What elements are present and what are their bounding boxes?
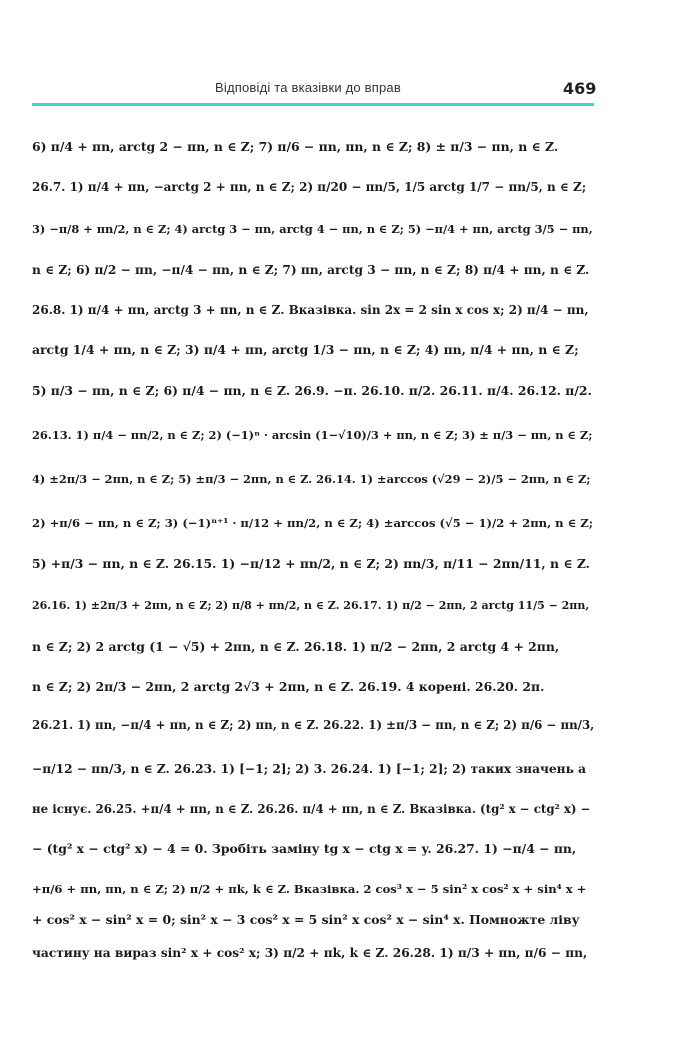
- text-line: 26.7. 1) π/4 + πn, −arctg 2 + πn, n ∈ Z; 2) π/20 − πn/5, 1/5 arctg 1/7 − πn/5, n ∈ Z;: [32, 180, 587, 194]
- running-header: Відповіді та вказівки до вправ: [215, 80, 401, 95]
- text-line: + cos² x − sin² x = 0; sin² x − 3 cos² x = 5 sin² x cos² x − sin⁴ x. Помножте ліву: [32, 912, 580, 927]
- text-line: 6) π/4 + πn, arctg 2 − πn, n ∈ Z; 7) π/6 − πn, πn, n ∈ Z; 8) ± π/3 − πn, n ∈ Z.: [32, 139, 559, 154]
- text-line: n ∈ Z; 2) 2π/3 − 2πn, 2 arctg 2√3 + 2πn, n ∈ Z. 26.19. 4 корені. 26.20. 2π.: [32, 679, 545, 694]
- text-line: не існує. 26.25. +π/4 + πn, n ∈ Z. 26.26. π/4 + πn, n ∈ Z. Вказівка. (tg² x − ctg² x) −: [32, 802, 591, 816]
- text-line: частину на вираз sin² x + cos² x; 3) π/2 + πk, k ∈ Z. 26.28. 1) π/3 + πn, π/6 − πn,: [32, 946, 588, 960]
- page-number: 469: [563, 79, 597, 98]
- text-line: 5) +π/3 − πn, n ∈ Z. 26.15. 1) −π/12 + πn/2, n ∈ Z; 2) πn/3, π/11 − 2πn/11, n ∈ Z.: [32, 556, 590, 571]
- text-line: 26.13. 1) π/4 − πn/2, n ∈ Z; 2) (−1)ⁿ · arcsin (1−√10)/3 + πn, n ∈ Z; 3) ± π/3 − πn, n ∈ Z;: [32, 428, 593, 442]
- text-line: −π/12 − πn/3, n ∈ Z. 26.23. 1) [−1; 2]; 2) 3. 26.24. 1) [−1; 2]; 2) таких значень a: [32, 762, 586, 776]
- text-line: +π/6 + πn, πn, n ∈ Z; 2) π/2 + πk, k ∈ Z. Вказівка. 2 cos³ x − 5 sin² x cos² x + sin⁴ x +: [32, 882, 587, 896]
- text-line: 5) π/3 − πn, n ∈ Z; 6) π/4 − πn, n ∈ Z. 26.9. −π. 26.10. π/2. 26.11. π/4. 26.12. π/2.: [32, 383, 592, 398]
- text-line: n ∈ Z; 6) π/2 − πn, −π/4 − πn, n ∈ Z; 7) πn, arctg 3 − πn, n ∈ Z; 8) π/4 + πn, n ∈ Z.: [32, 263, 590, 277]
- text-line: 3) −π/8 + πn/2, n ∈ Z; 4) arctg 3 − πn, arctg 4 − πn, n ∈ Z; 5) −π/4 + πn, arctg 3/5 − πn,: [32, 222, 593, 236]
- text-line: n ∈ Z; 2) 2 arctg (1 − √5) + 2πn, n ∈ Z. 26.18. 1) π/2 − 2πn, 2 arctg 4 + 2πn,: [32, 639, 560, 654]
- text-line: arctg 1/4 + πn, n ∈ Z; 3) π/4 + πn, arctg 1/3 − πn, n ∈ Z; 4) πn, π/4 + πn, n ∈ Z;: [32, 342, 579, 357]
- text-line: − (tg² x − ctg² x) − 4 = 0. Зробіть заміну tg x − ctg x = y. 26.27. 1) −π/4 − πn,: [32, 841, 577, 856]
- text-line: 26.16. 1) ±2π/3 + 2πn, n ∈ Z; 2) π/8 + πn/2, n ∈ Z. 26.17. 1) π/2 − 2πn, 2 arctg 11/5 − 2πn,: [32, 599, 590, 612]
- text-line: 2) +π/6 − πn, n ∈ Z; 3) (−1)ⁿ⁺¹ · π/12 + πn/2, n ∈ Z; 4) ±arccos (√5 − 1)/2 + 2πn, n ∈ Z;: [32, 516, 594, 530]
- header-rule: [32, 103, 594, 106]
- text-line: 26.21. 1) πn, −π/4 + πn, n ∈ Z; 2) πn, n ∈ Z. 26.22. 1) ±π/3 − πn, n ∈ Z; 2) π/6 − πn/3,: [32, 718, 594, 732]
- text-line: 26.8. 1) π/4 + πn, arctg 3 + πn, n ∈ Z. Вказівка. sin 2x = 2 sin x cos x; 2) π/4 − πn,: [32, 303, 589, 317]
- text-line: 4) ±2π/3 − 2πn, n ∈ Z; 5) ±π/3 − 2πn, n ∈ Z. 26.14. 1) ±arccos (√29 − 2)/5 − 2πn, n ∈ Z;: [32, 472, 591, 486]
